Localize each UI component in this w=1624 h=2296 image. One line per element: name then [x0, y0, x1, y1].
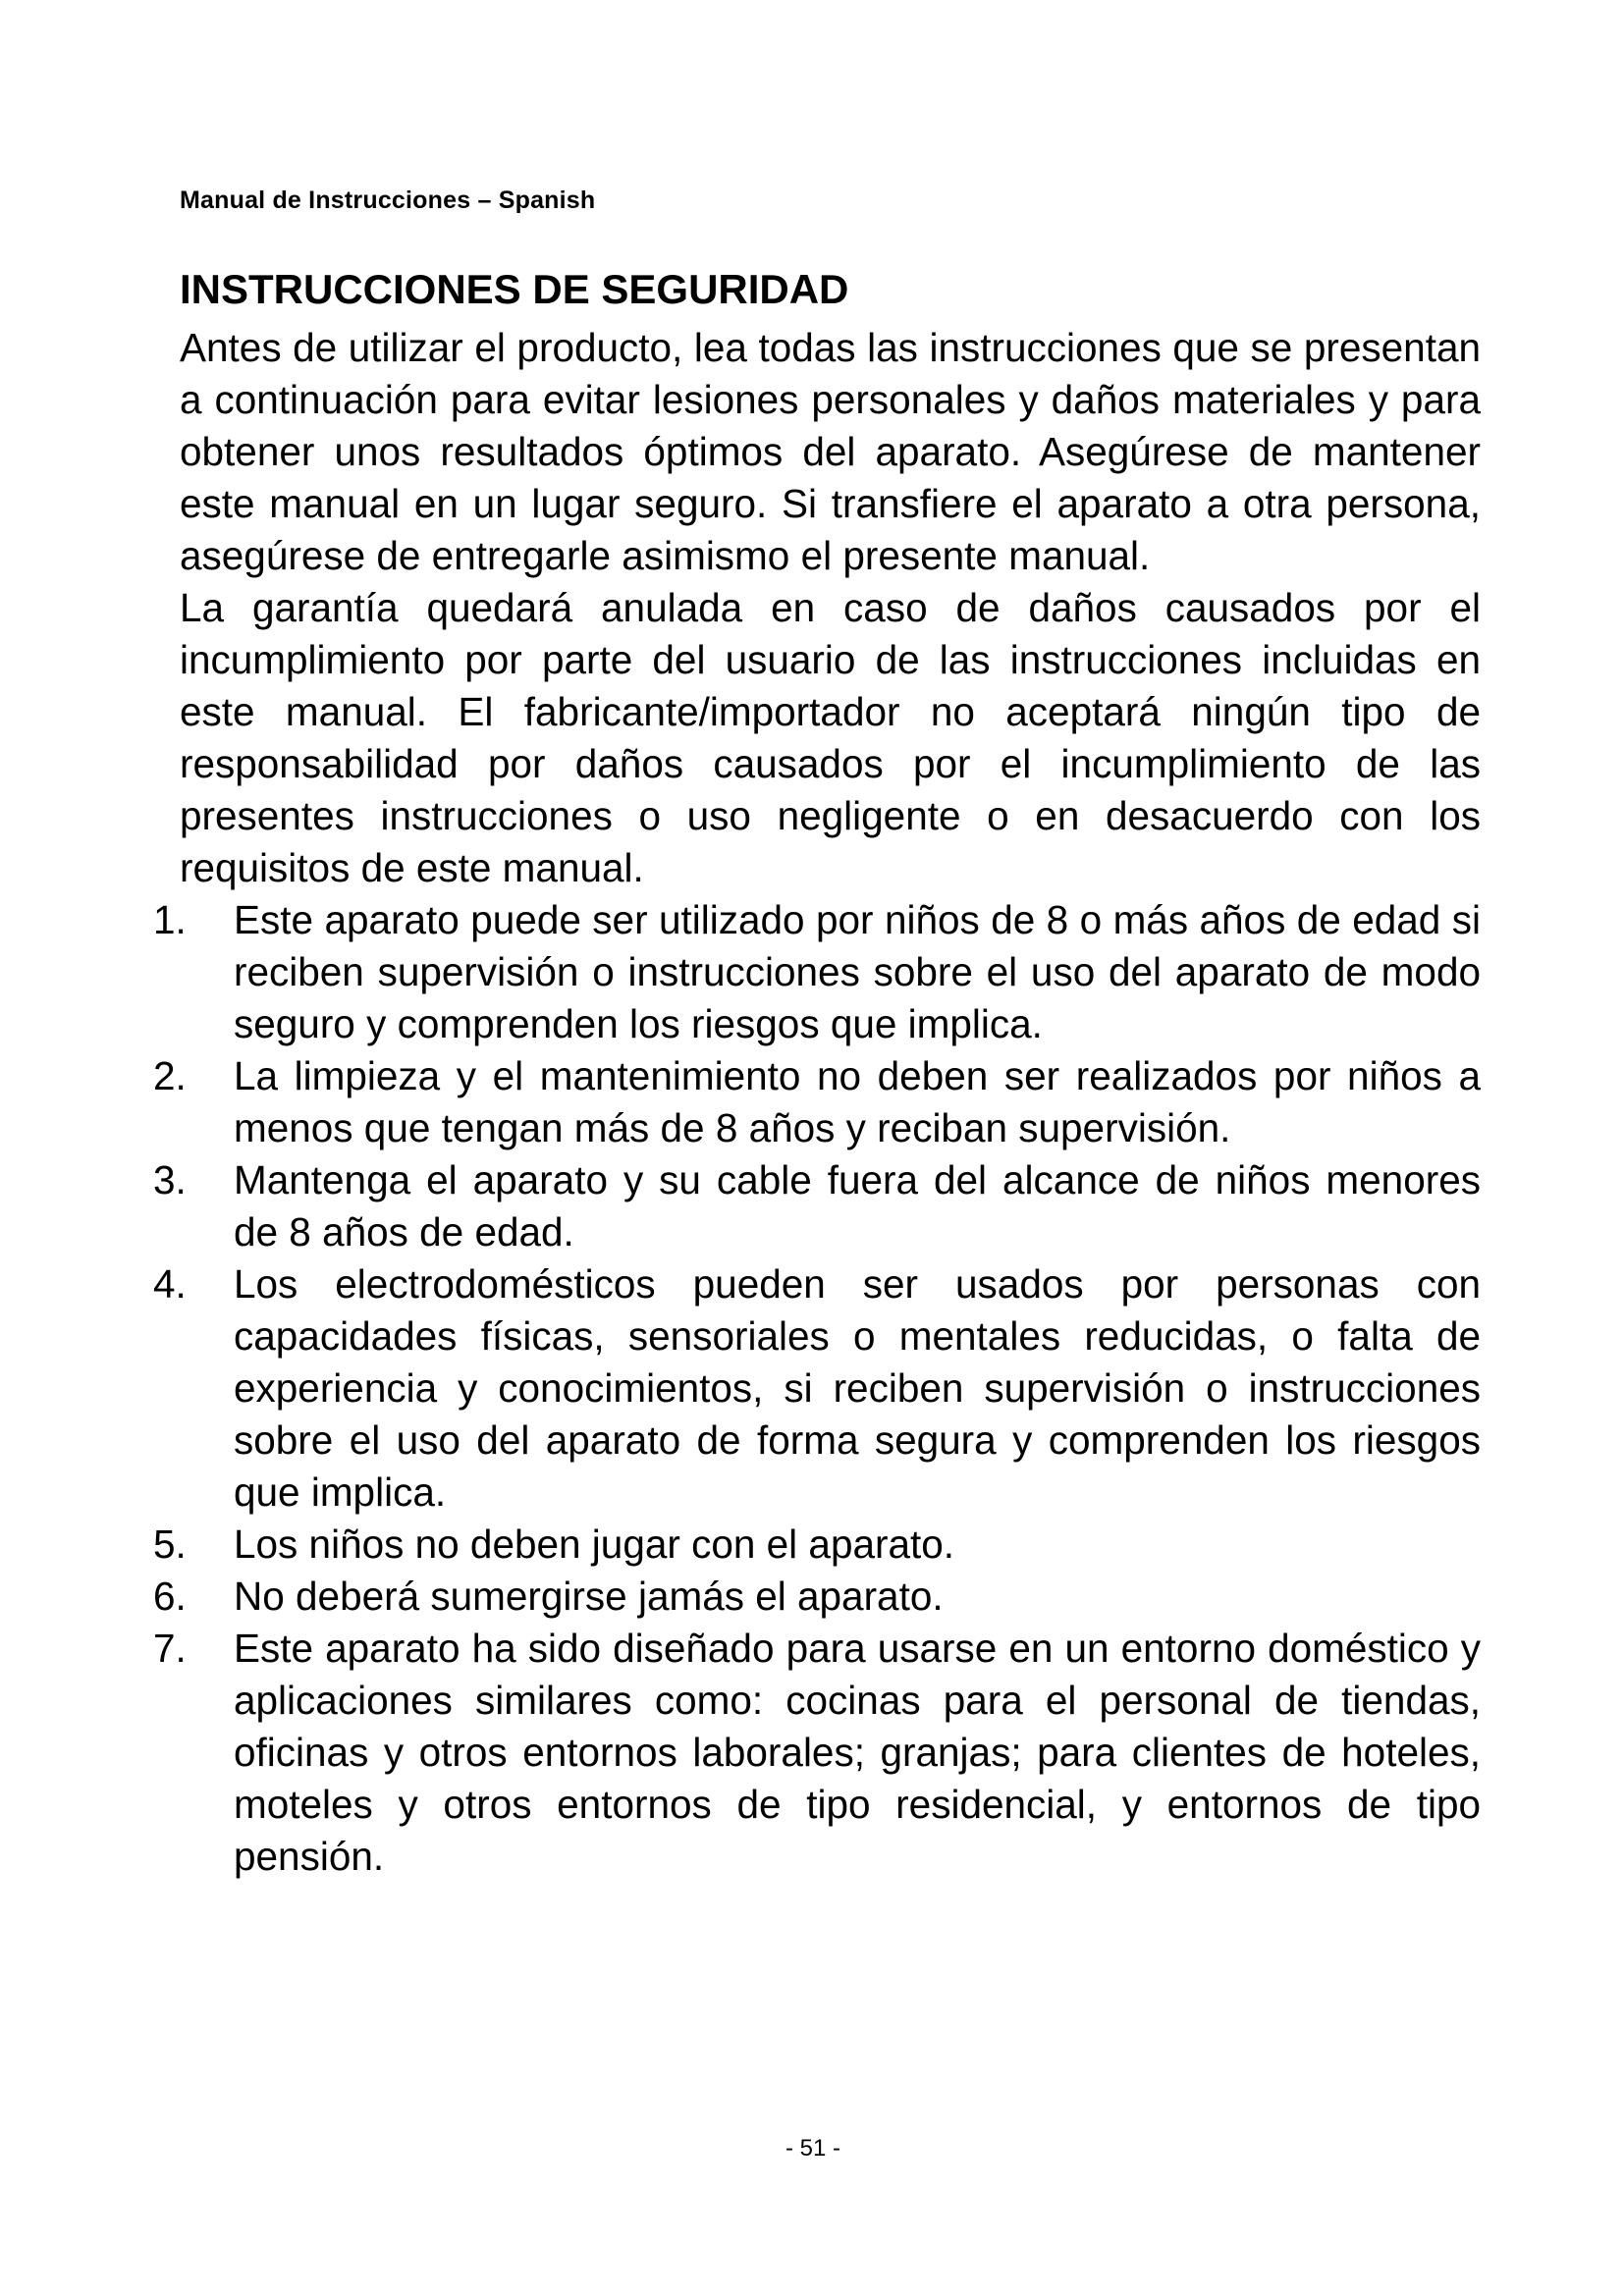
safety-item: [153, 894, 1481, 1050]
item-text: Los niños no deben jugar con el aparato.: [234, 1522, 955, 1567]
page-number: - 51 -: [785, 2135, 840, 2162]
safety-item: [153, 1154, 1481, 1258]
running-header: Manual de Instrucciones – Spanish: [180, 187, 596, 214]
item-number: 6.: [153, 1574, 187, 1619]
item-number: 4.: [153, 1261, 187, 1307]
warranty-paragraph: La garantía quedará anulada en caso de daños causados por el incumplimiento por parte del usuario de las instrucciones incluidas en este manual. El fabricante/importador no aceptará ningún tipo de responsabilidad por daños causados por el incumplimiento de las presentes instrucciones o uso negligente o en desacuerdo con los requisitos de este manual.: [180, 585, 1481, 890]
item-number: 1.: [153, 897, 187, 942]
item-text: Mantenga el aparato y su cable fuera del alcance de niños menores de 8 años de edad.: [234, 1157, 1481, 1255]
safety-item: [153, 1571, 1481, 1623]
item-text: Los electrodomésticos pueden ser usados por personas con capacidades físicas, sensoriales o mentales reducidas, o falta de experiencia y conocimientos, si reciben supervisión o instrucciones sobre el uso del aparato de forma segura y comprenden los riesgos que implica.: [234, 1261, 1481, 1515]
safety-item: [153, 1623, 1481, 1883]
item-number: 7.: [153, 1626, 187, 1671]
section-body: [153, 322, 1481, 1883]
safety-item: [153, 1258, 1481, 1519]
item-text: Este aparato puede ser utilizado por niños de 8 o más años de edad si reciben supervisión o instrucciones sobre el uso del aparato de modo seguro y comprenden los riesgos que implica.: [234, 897, 1481, 1046]
item-number: 5.: [153, 1522, 187, 1567]
safety-item: [153, 1519, 1481, 1571]
item-text: Este aparato ha sido diseñado para usarse en un entorno doméstico y aplicaciones similares como: cocinas para el personal de tiendas, oficinas y otros entornos laborales; granjas; para clientes de hoteles, moteles y otros entornos de tipo residencial, y entornos de tipo pensión.: [234, 1626, 1481, 1879]
safety-list: [153, 894, 1481, 1883]
safety-item: [153, 1050, 1481, 1154]
item-text: La limpieza y el mantenimiento no deben ser realizados por niños a menos que tengan más de 8 años y reciban supervisión.: [234, 1053, 1481, 1150]
item-number: 3.: [153, 1157, 187, 1202]
item-number: 2.: [153, 1053, 187, 1098]
manual-page: [153, 0, 1481, 2296]
item-text: No deberá sumergirse jamás el aparato.: [234, 1574, 944, 1619]
section-title: INSTRUCCIONES DE SEGURIDAD: [180, 266, 849, 312]
intro-paragraph: Antes de utilizar el producto, lea todas las instrucciones que se presentan a continuación para evitar lesiones personales y daños materiales y para obtener unos resultados óptimos del aparato. Asegúrese de mantener este manual en un lugar seguro. Si transfiere el aparato a otra persona, asegúrese de entregarle asimismo el presente manual.: [180, 325, 1481, 578]
